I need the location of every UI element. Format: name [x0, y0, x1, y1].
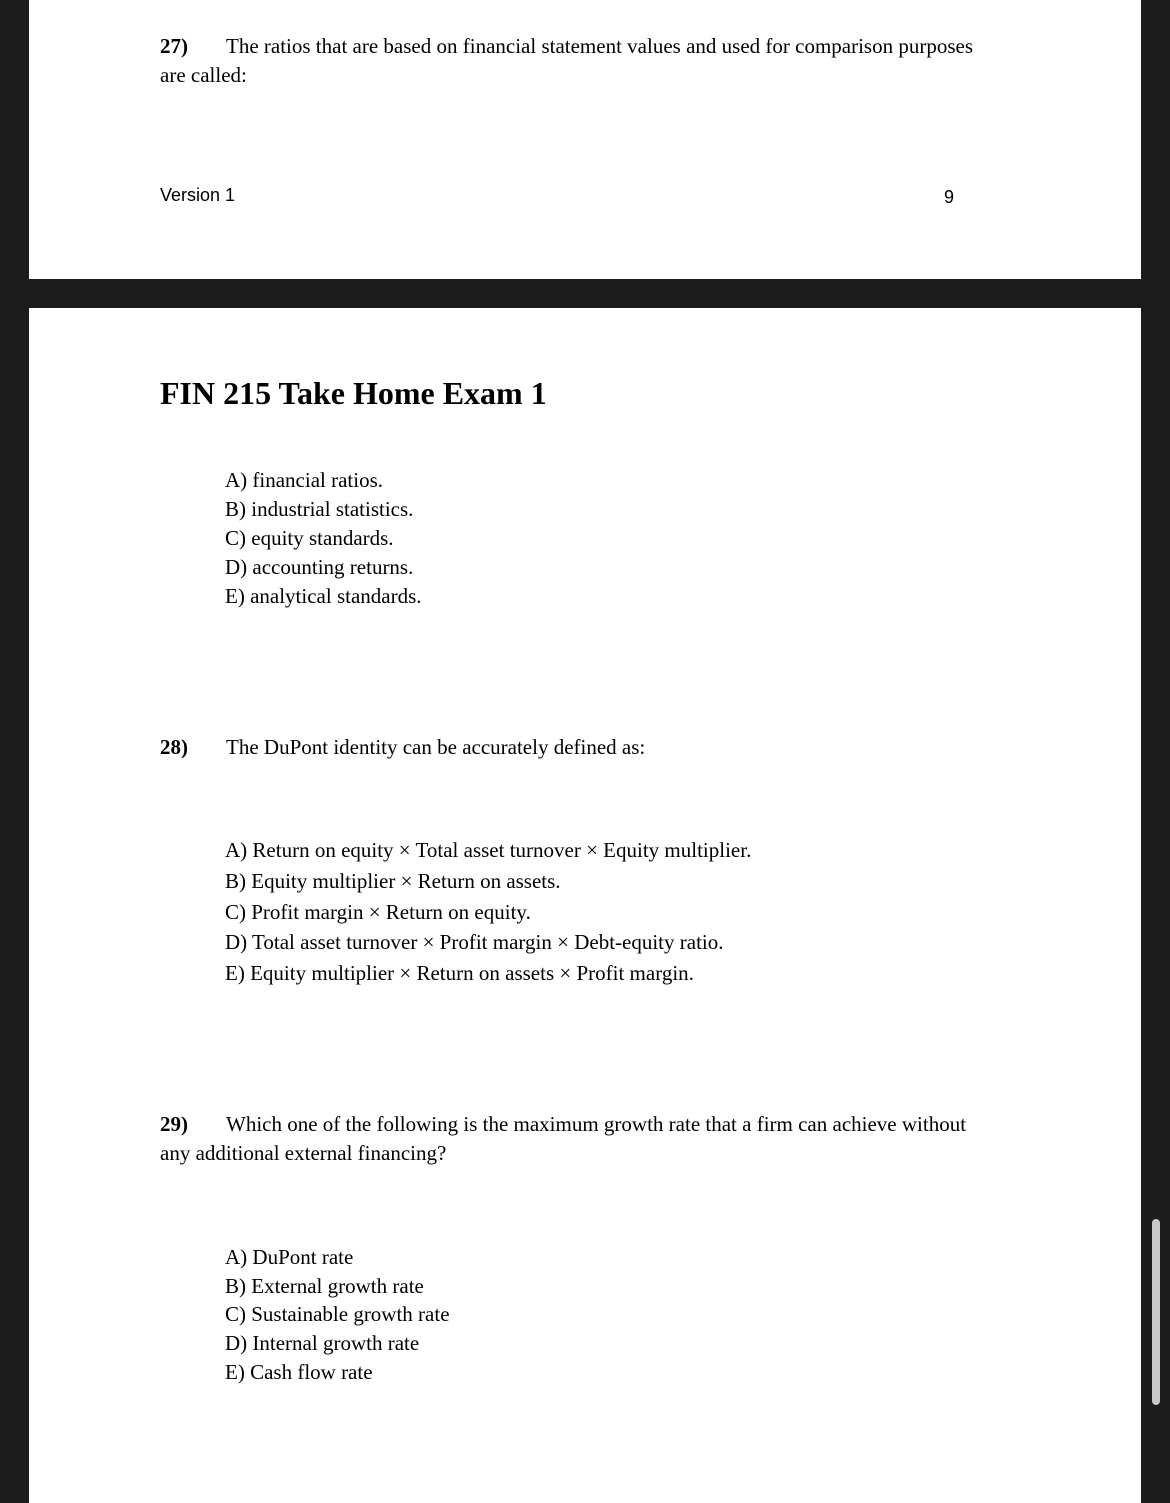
option-item: A) financial ratios. [225, 468, 384, 492]
question-27-stem-line2: are called: [160, 63, 247, 87]
option-item: A) Return on equity × Total asset turnover × Equity multiplier. [225, 838, 752, 862]
option-item: B) industrial statistics. [225, 497, 414, 521]
option-item: D) Total asset turnover × Profit margin × Debt-equity ratio. [225, 930, 724, 955]
option-item: E) analytical standards. [225, 584, 422, 608]
question-28-options [225, 835, 751, 989]
question-29-stem-line2: any additional external financing? [160, 1141, 447, 1165]
document-page-10 [29, 308, 1141, 1503]
question-29-stem-line1 [160, 1110, 966, 1138]
question-29-options [225, 1243, 450, 1386]
option-item: D) accounting returns. [225, 555, 414, 579]
option-item: A) DuPont rate [225, 1245, 354, 1269]
option-item: C) Profit margin × Return on equity. [225, 899, 531, 924]
question-29-number: 29) [160, 1112, 188, 1136]
question-28-number: 28) [160, 735, 188, 759]
footer-version: Version 1 [160, 185, 236, 205]
question-27-text: The ratios that are based on financial statement values and used for comparison purposes [226, 34, 974, 58]
question-29-text: Which one of the following is the maximum growth rate that a firm can achieve without [226, 1112, 967, 1136]
question-28-text: The DuPont identity can be accurately defined as: [226, 735, 646, 759]
option-item: E) Cash flow rate [225, 1359, 373, 1384]
option-item: E) Equity multiplier × Return on assets × Profit margin. [225, 961, 694, 986]
question-27-stem-line1 [160, 32, 973, 60]
question-28-stem [160, 733, 645, 761]
option-item: B) Equity multiplier × Return on assets. [225, 868, 561, 893]
question-27-options [225, 466, 422, 611]
option-item: D) Internal growth rate [225, 1331, 420, 1356]
option-item: B) External growth rate [225, 1273, 424, 1298]
question-27-number: 27) [160, 34, 188, 58]
document-page-9 [29, 0, 1141, 279]
option-item: C) Sustainable growth rate [225, 1302, 450, 1327]
page-title: FIN 215 Take Home Exam 1 [160, 375, 547, 411]
vertical-scrollbar-thumb[interactable] [1152, 1219, 1160, 1405]
option-item: C) equity standards. [225, 526, 394, 550]
footer-page-number: 9 [944, 187, 955, 207]
